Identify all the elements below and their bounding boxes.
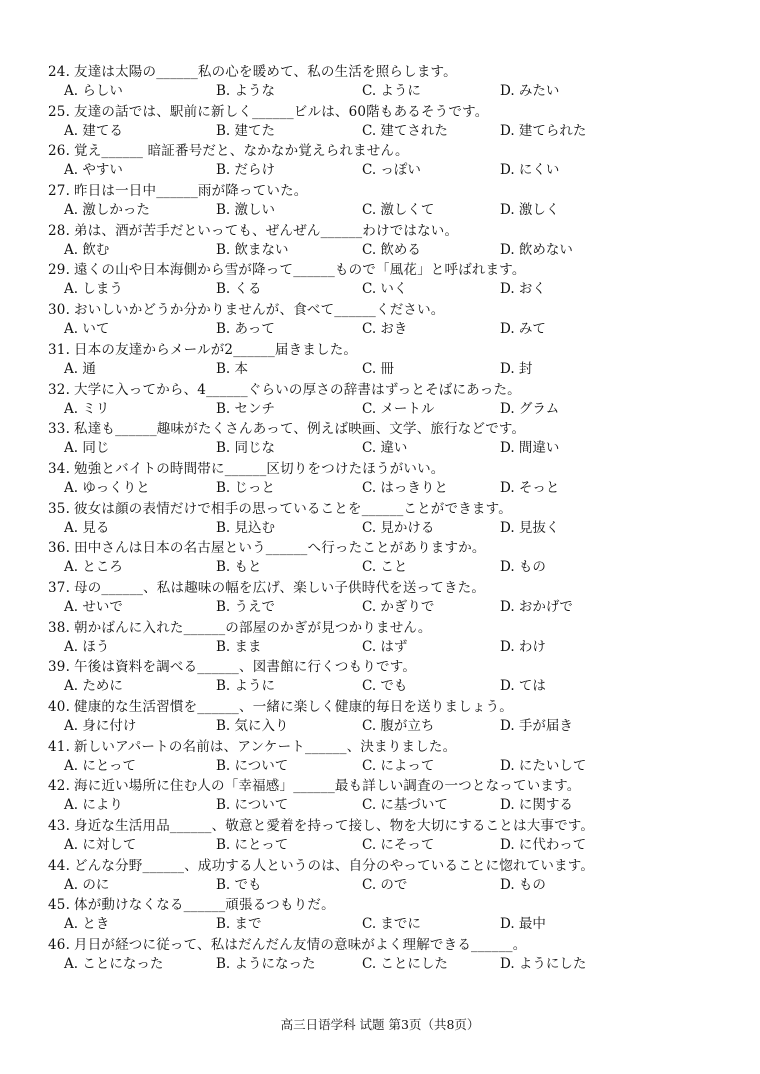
answer-option: A. ミリ: [64, 400, 110, 417]
question-number: 29.: [48, 262, 71, 279]
answer-options: [48, 796, 738, 816]
answer-option: B. 本: [216, 360, 249, 377]
answer-option: C. に基づいて: [362, 797, 448, 814]
answer-option: C. こと: [362, 559, 408, 576]
answer-option: A. のに: [64, 876, 110, 893]
question-item: [48, 221, 738, 261]
answer-option: C. 違い: [362, 440, 408, 457]
answer-options: [48, 280, 738, 300]
question-number: 43.: [48, 818, 71, 835]
question-stem: [48, 380, 738, 400]
answer-option: A. ほう: [64, 638, 110, 655]
answer-option: B. 建てた: [216, 122, 276, 139]
question-number: 30.: [48, 302, 71, 319]
question-item: [48, 776, 738, 816]
answer-option: D. おく: [500, 281, 546, 298]
question-number: 42.: [48, 778, 71, 795]
question-stem: [48, 737, 738, 757]
answer-option: D. 最中: [500, 916, 546, 933]
question-number: 40.: [48, 699, 71, 715]
answer-options: [48, 400, 738, 420]
question-stem: [48, 141, 738, 161]
question-text: どんな分野______、成功する人というのは、自分のやっていることに惚れています。: [74, 857, 595, 874]
question-text: 朝かばんに入れた______の部屋のかぎが見つかりません。: [74, 619, 432, 636]
question-stem: [48, 816, 738, 836]
question-text: 遠くの山や日本海側から雪が降って______もので「風花」と呼ばれます。: [74, 262, 526, 279]
answer-option: C. メートル: [362, 400, 435, 417]
answer-option: D. にたいして: [500, 757, 587, 774]
question-number: 28.: [48, 222, 71, 239]
answer-options: [48, 439, 738, 459]
question-item: [48, 737, 738, 777]
answer-option: B. 激しい: [216, 202, 276, 219]
question-stem: [48, 618, 738, 638]
answer-option: A. ところ: [64, 559, 123, 576]
question-stem: [48, 181, 738, 201]
answer-options: [48, 122, 738, 142]
question-number: 34.: [48, 460, 71, 477]
answer-option: A. に対して: [64, 837, 137, 854]
answer-option: C. 建てされた: [362, 122, 448, 139]
question-text: 午後は資料を調べる______、図書館に行くつもりです。: [74, 659, 417, 676]
answer-option: D. に代わって: [500, 837, 587, 854]
answer-option: C. いく: [362, 281, 408, 298]
answer-option: D. グラム: [500, 400, 560, 417]
question-number: 46.: [48, 937, 71, 954]
answer-option: C. ように: [362, 83, 421, 99]
question-number: 33.: [48, 421, 71, 438]
answer-options: [48, 320, 738, 340]
question-number: 39.: [48, 659, 71, 676]
answer-options: [48, 479, 738, 499]
answer-option: A. 見る: [64, 519, 110, 536]
question-item: [48, 102, 738, 142]
answer-option: B. もと: [216, 559, 262, 576]
question-stem: [48, 776, 738, 796]
page-footer: 高三日语学科 试题 第3页（共8页）: [280, 1017, 480, 1032]
question-item: [48, 697, 738, 737]
answer-option: B. くる: [216, 281, 262, 298]
question-text: 日本の友達からメールが2______届きました。: [74, 341, 358, 358]
answer-option: C. ので: [362, 876, 408, 893]
answer-option: D. に関する: [500, 797, 573, 814]
question-text: 海に近い場所に住む人の「幸福感」______最も詳しい調査の一つとなっています。: [74, 778, 581, 795]
question-stem: [48, 538, 738, 558]
question-text: 大学に入ってから、4______ぐらいの厚さの辞書はずっとそばにあった。: [74, 381, 521, 398]
answer-option: C. かぎりで: [362, 598, 435, 615]
answer-option: A. 身に付け: [64, 718, 137, 734]
question-stem: [48, 62, 738, 82]
answer-option: B. 飲まない: [216, 241, 289, 258]
question-number: 45.: [48, 897, 71, 914]
question-item: [48, 181, 738, 221]
answer-option: D. 封: [500, 360, 533, 377]
answer-option: D. 間違い: [500, 440, 560, 457]
question-item: [48, 340, 738, 380]
answer-option: D. 見抜く: [500, 519, 560, 536]
question-item: [48, 380, 738, 420]
question-list: [48, 62, 738, 975]
question-item: [48, 816, 738, 856]
question-item: [48, 300, 738, 340]
answer-option: D. おかげで: [500, 598, 573, 615]
question-text: 友達は太陽の______私の心を暖めて、私の生活を照らします。: [74, 64, 457, 80]
question-stem: [48, 697, 738, 717]
question-number: 35.: [48, 500, 71, 517]
answer-option: A. 同じ: [64, 440, 110, 457]
answer-option: D. ては: [500, 678, 546, 695]
answer-option: A. せいで: [64, 598, 123, 615]
answer-option: C. 冊: [362, 360, 394, 377]
question-item: [48, 499, 738, 539]
answer-option: C. にそって: [362, 837, 435, 854]
question-stem: [48, 340, 738, 360]
answer-option: B. 気に入り: [216, 718, 289, 734]
question-stem: [48, 300, 738, 320]
question-number: 24.: [48, 64, 71, 80]
question-stem: [48, 419, 738, 439]
answer-option: C. までに: [362, 916, 421, 933]
answer-options: [48, 677, 738, 697]
question-item: [48, 856, 738, 896]
answer-option: B. あって: [216, 321, 275, 338]
question-number: 36.: [48, 540, 71, 557]
question-stem: [48, 499, 738, 519]
question-text: 弟は、酒が苦手だといっても、ぜんぜん______わけではない。: [74, 222, 459, 239]
answer-option: B. でも: [216, 876, 262, 893]
answer-options: [48, 241, 738, 261]
answer-option: D. わけ: [500, 638, 546, 655]
answer-option: B. について: [216, 797, 289, 814]
question-item: [48, 260, 738, 300]
question-item: [48, 895, 738, 935]
answer-option: A. 飲む: [64, 241, 110, 258]
answer-option: C. 激しくて: [362, 202, 435, 219]
question-text: 友達の話では、駅前に新しく______ビルは、60階もあるそうです。: [74, 103, 489, 120]
question-text: 覚え______ 暗証番号だと、なかなか覚えられません。: [74, 143, 409, 160]
answer-option: C. 飲める: [362, 241, 421, 258]
question-number: 41.: [48, 738, 71, 755]
answer-option: B. ようになった: [216, 956, 316, 973]
answer-option: B. 見込む: [216, 519, 276, 536]
question-item: [48, 618, 738, 658]
answer-options: [48, 717, 738, 737]
question-stem: [48, 260, 738, 280]
answer-option: B. について: [216, 757, 289, 774]
answer-option: A. 激しかった: [64, 202, 150, 219]
answer-option: D. 飲めない: [500, 241, 573, 258]
answer-option: B. うえで: [216, 598, 276, 615]
answer-option: B. じっと: [216, 479, 276, 496]
answer-options: [48, 638, 738, 658]
answer-option: D. そっと: [500, 479, 560, 496]
question-item: [48, 459, 738, 499]
question-number: 27.: [48, 183, 71, 200]
answer-options: [48, 955, 738, 975]
answer-options: [48, 161, 738, 181]
answer-option: D. にくい: [500, 162, 560, 179]
question-stem: [48, 578, 738, 598]
question-item: [48, 141, 738, 181]
question-number: 31.: [48, 341, 71, 358]
answer-options: [48, 836, 738, 856]
question-item: [48, 419, 738, 459]
question-text: おいしいかどうか分かりませんが、食べて______ください。: [74, 302, 445, 319]
answer-option: A. しまう: [64, 281, 123, 298]
answer-option: D. 激しく: [500, 202, 560, 219]
question-item: [48, 935, 738, 975]
answer-option: B. 同じな: [216, 440, 276, 457]
answer-option: A. 通: [64, 360, 96, 377]
answer-option: A. ために: [64, 678, 123, 695]
question-text: 私達も______趣味がたくさんあって、例えば映画、文学、旅行などです。: [74, 421, 526, 438]
question-number: 32.: [48, 381, 71, 398]
answer-options: [48, 757, 738, 777]
answer-option: C. によって: [362, 757, 435, 774]
answer-option: C. ことにした: [362, 956, 448, 973]
question-text: 勉強とバイトの時間帯に______区切りをつけたほうがいい。: [74, 460, 445, 477]
question-stem: [48, 895, 738, 915]
answer-option: C. はず: [362, 638, 408, 655]
answer-option: D. みたい: [500, 83, 560, 99]
question-text: 彼女は顔の表情だけで相手の思っていることを______ことができます。: [74, 500, 512, 517]
answer-options: [48, 558, 738, 578]
question-stem: [48, 657, 738, 677]
answer-options: [48, 598, 738, 618]
answer-option: A. とき: [64, 916, 110, 933]
question-item: [48, 62, 738, 102]
answer-option: C. おき: [362, 321, 408, 338]
answer-option: B. だらけ: [216, 162, 276, 179]
answer-option: D. もの: [500, 876, 546, 893]
answer-option: A. ことになった: [64, 956, 164, 973]
answer-options: [48, 201, 738, 221]
answer-option: D. ようにした: [500, 956, 587, 973]
answer-option: C. 腹が立ち: [362, 718, 435, 734]
question-stem: [48, 856, 738, 876]
answer-option: A. により: [64, 797, 123, 814]
question-item: [48, 578, 738, 618]
answer-options: [48, 82, 738, 102]
question-text: 健康的な生活習慣を______、一緒に楽しく健康的毎日を送りましょう。: [74, 699, 513, 715]
question-text: 新しいアパートの名前は、アンケート______、決まりました。: [74, 738, 457, 755]
question-text: 体が動けなくなる______頑張るつもりだ。: [74, 897, 335, 914]
answer-option: D. みて: [500, 321, 546, 338]
answer-options: [48, 360, 738, 380]
answer-option: C. 見かける: [362, 519, 435, 536]
answer-option: D. 手が届き: [500, 718, 573, 734]
answer-options: [48, 519, 738, 539]
answer-option: B. にとって: [216, 837, 289, 854]
answer-option: A. やすい: [64, 162, 123, 179]
answer-option: A. らしい: [64, 83, 123, 99]
answer-option: C. はっきりと: [362, 479, 448, 496]
answer-options: [48, 915, 738, 935]
answer-option: B. まで: [216, 916, 262, 933]
question-number: 38.: [48, 619, 71, 636]
question-text: 田中さんは日本の名古屋という______へ行ったことがありますか。: [74, 540, 486, 557]
answer-options: [48, 876, 738, 896]
answer-option: C. でも: [362, 678, 408, 695]
answer-option: D. 建てられた: [500, 122, 587, 139]
question-number: 26.: [48, 143, 71, 160]
answer-option: B. ような: [216, 83, 276, 99]
question-stem: [48, 221, 738, 241]
question-text: 母の______、私は趣味の幅を広げ、楽しい子供時代を送ってきた。: [74, 579, 486, 596]
question-stem: [48, 459, 738, 479]
question-stem: [48, 102, 738, 122]
question-item: [48, 538, 738, 578]
question-text: 身近な生活用品______、敬意と愛着を持って接し、物を大切にすることは大事です。: [74, 818, 595, 835]
answer-option: A. にとって: [64, 757, 137, 774]
question-text: 月日が経つに従って、私はだんだん友情の意味がよく理解できる______。: [74, 937, 527, 954]
question-number: 37.: [48, 579, 71, 596]
answer-option: B. ように: [216, 678, 276, 695]
question-number: 44.: [48, 857, 71, 874]
answer-option: D. もの: [500, 559, 546, 576]
answer-option: C. っぽい: [362, 162, 421, 179]
answer-option: B. センチ: [216, 400, 276, 417]
answer-option: A. いて: [64, 321, 110, 338]
question-number: 25.: [48, 103, 71, 120]
answer-option: A. 建てる: [64, 122, 123, 139]
question-stem: [48, 935, 738, 955]
answer-option: B. まま: [216, 638, 262, 655]
answer-option: A. ゆっくりと: [64, 479, 150, 496]
question-item: [48, 657, 738, 697]
question-text: 昨日は一日中______雨が降っていた。: [74, 183, 308, 200]
